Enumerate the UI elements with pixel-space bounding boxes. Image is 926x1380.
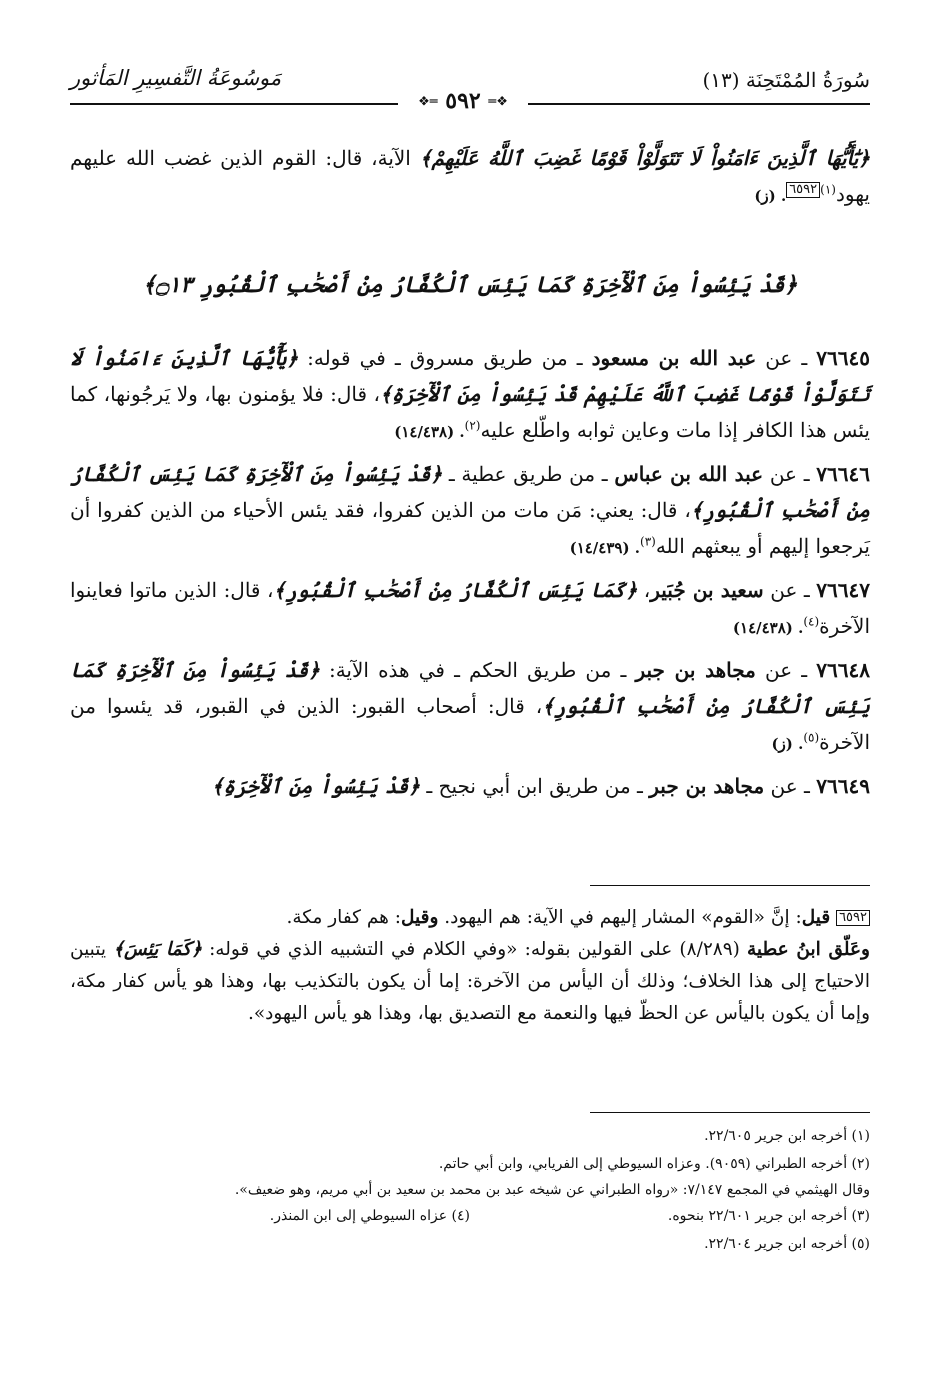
footnote-marker: (٤)	[803, 614, 820, 629]
quran-quote: ﴿يَٰٓأَيُّهَا ٱلَّذِينَ ءَامَنُواْ لَا تَتَوَلَّوْاْ قَوْمًا غَضِبَ ٱللَّهُ عَلَيْهِمْ﴾	[419, 146, 870, 170]
entry-text: ، قال: الذين ماتوا فعاينوا الآخرة	[70, 578, 870, 638]
verse-heading: ﴿قَدْ يَئِسُواْ مِنَ ٱلْأٓخِرَةِ كَمَا يَئِسَ ٱلْكُفَّارُ مِنْ أَصْحَٰبِ ٱلْقُبُورِ ۝١٣﴾	[142, 272, 798, 298]
entry-text: ـ عن	[756, 346, 817, 370]
entry-text: ـ من طريق عطية ـ	[442, 462, 615, 486]
footnote: (٣) أخرجه ابن جرير ٢٢/٦٠١ بنحوه.	[667, 1208, 870, 1224]
commentary-bold: قيل	[801, 907, 831, 928]
entry-text: ،	[637, 578, 651, 602]
narrator-name: مجاهد بن جبر	[649, 774, 765, 798]
footnote-separator	[590, 1112, 870, 1113]
narrations	[70, 340, 870, 812]
narrator-name: سعيد بن جُبَير	[650, 578, 764, 602]
footnote: (٥) أخرجه ابن جرير ٢٢/٦٠٤.	[704, 1236, 870, 1252]
footnote-marker: (٥)	[803, 730, 820, 745]
entry-text: ـ عن	[763, 578, 817, 602]
commentary-separator	[590, 885, 870, 886]
quran-quote: ﴿قَدْ يَئِسُواْ مِنَ ٱلْأٓخِرَةِ كَمَا يَئِسَ ٱلْكُفَّارُ مِنْ أَصْحَٰبِ ٱلْقُبُورِ﴾	[70, 658, 870, 718]
entry-number: ٧٦٦٤٧	[816, 578, 871, 602]
footnote: (٢) أخرجه الطبراني (٩٠٥٩). وعزاه السيوطي إلى الفريابي، وابن أبي حاتم.	[438, 1156, 870, 1172]
commentary-text: : إنَّ «القوم» المشار إليهم في الآية: هم اليهود.	[438, 907, 802, 928]
entry-text: ، قال: يعني: مَن مات من الذين كفروا، فقد يئس الأحياء من الذين كفروا أن يَرجعوا إليهم أو يبعثهم الله	[70, 498, 870, 558]
entry-number: ٧٦٦٤٨	[816, 658, 871, 682]
narrator-name: عبد الله بن مسعود	[591, 346, 757, 370]
page-number-box	[398, 88, 528, 118]
entry-number: ٧٦٦٤٥	[816, 346, 870, 370]
narrator-name: مجاهد بن جبر	[635, 658, 756, 682]
commentary-block	[70, 902, 870, 1030]
page-number: ٥٩٢	[445, 88, 481, 114]
entry-text: ، قال: أصحاب القبور: الذين في القبور، قد يئسوا من الآخرة	[70, 694, 870, 754]
source-ref: . (ز)	[771, 735, 804, 753]
source-ref: . (١٤/٤٣٩)	[569, 539, 640, 557]
commentary-text: : هم كفار مكة.	[286, 907, 402, 928]
commentary-text: يتبين الاحتياج إلى هذا الخلاف؛ وذلك أن اليأس من الآخرة: إما أن يكون بالتكذيب بها، وهذا هو يأس كفار مكة، وإما أن يكون باليأس عن الحظّ فيها والنعمة مع التصديق بها، وهذا هو يأس اليهود».	[70, 939, 870, 1024]
commentary-bold: وعَلّق ابنُ عطية	[747, 939, 870, 960]
quran-quote: ﴿قَدْ يَئِسُواْ مِنَ ٱلْأٓخِرَةِ﴾	[211, 774, 420, 798]
footnote: (٤) عزاه السيوطي إلى ابن المنذر.	[269, 1208, 470, 1224]
commentary-bold: وقيل	[401, 907, 439, 928]
book-title: مَوسُوعَةُ التَّفسِيرِ المَأثور	[70, 66, 282, 90]
footnote-row	[70, 1202, 870, 1230]
entry-text: ، قال: فلا يؤمنون بها، ولا يَرجُونها، كما يئس هذا الكافر إذا مات وعاين ثوابه واطّلع عليه	[70, 382, 870, 442]
entry-text: ـ عن	[764, 774, 817, 798]
commentary-text: (٨/٢٨٩) على القولين بقوله: «وفي الكلام في التشبيه الذي في قوله:	[209, 939, 747, 960]
commentary-ref-box: ٦٥٩٢	[786, 182, 820, 198]
footnote-marker: (١)	[820, 182, 836, 197]
entry-text: ـ عن	[763, 462, 817, 486]
entry-text: ـ عن	[755, 658, 817, 682]
entry-text: ـ من طريق مسروق ـ في قوله:	[298, 346, 592, 370]
quran-quote: ﴿يَٰٓأَيُّهَا ٱلَّذِينَ ءَامَنُواْ لَا تَتَوَلَّوْاْ قَوْمًا غَضِبَ ٱللَّهُ عَلَيْهِمْ قَدْ يَئِسُواْ مِنَ ٱلْأٓخِرَةِ﴾	[70, 346, 871, 406]
quran-quote: ﴿كَمَا يَئِسَ﴾	[113, 939, 202, 960]
footnote-marker: (٢)	[464, 418, 481, 433]
entry-number: ٧٦٦٤٦	[816, 462, 870, 486]
entry-text: ـ من طريق الحكم ـ في هذه الآية:	[319, 658, 636, 682]
narration-entry	[70, 768, 870, 806]
footnotes	[70, 1122, 870, 1258]
narration-entry	[70, 456, 870, 566]
intro-paragraph	[70, 140, 870, 220]
narration-entry	[70, 572, 870, 646]
source-ref: . (١٤/٤٣٨)	[394, 423, 465, 441]
entry-number: ٧٦٦٤٩	[816, 774, 870, 798]
narration-entry	[70, 652, 870, 762]
narration-entry	[70, 340, 870, 450]
quran-quote: ﴿قَدْ يَئِسُواْ مِنَ ٱلْأٓخِرَةِ كَمَا يَئِسَ ٱلْكُفَّارُ مِنْ أَصْحَٰبِ ٱلْقُبُورِ﴾	[70, 462, 870, 522]
surah-title: سُورَةُ المُمْتَحِنَة (١٣)	[702, 68, 870, 92]
commentary-box: ٦٥٩٢	[836, 910, 870, 926]
entry-text: ـ من طريق ابن أبي نجيح ـ	[419, 774, 650, 798]
source-ref: . (١٤/٤٣٨)	[732, 619, 804, 637]
footnote: وقال الهيثمي في المجمع ٧/١٤٧: «رواه الطبراني عن شيخه عبد بن محمد بن سعيد بن أبي مريم، وهو ضعيف».	[234, 1182, 870, 1198]
intro-text: الآية، قال: القوم الذين غضب الله عليهم يهود	[70, 146, 870, 206]
footnote-marker: (٣)	[640, 534, 656, 549]
footnote: (١) أخرجه ابن جرير ٢٢/٦٠٥.	[704, 1128, 870, 1144]
ornament-icon: ═❖	[488, 94, 508, 110]
narrator-name: عبد الله بن عباس	[614, 462, 764, 486]
quran-quote: ﴿كَمَا يَئِسَ ٱلْكُفَّارُ مِنْ أَصْحَٰبِ ٱلْقُبُورِ﴾	[273, 578, 638, 602]
source-ref: . (ز)	[754, 187, 787, 205]
ornament-icon: ❖═	[418, 94, 438, 110]
